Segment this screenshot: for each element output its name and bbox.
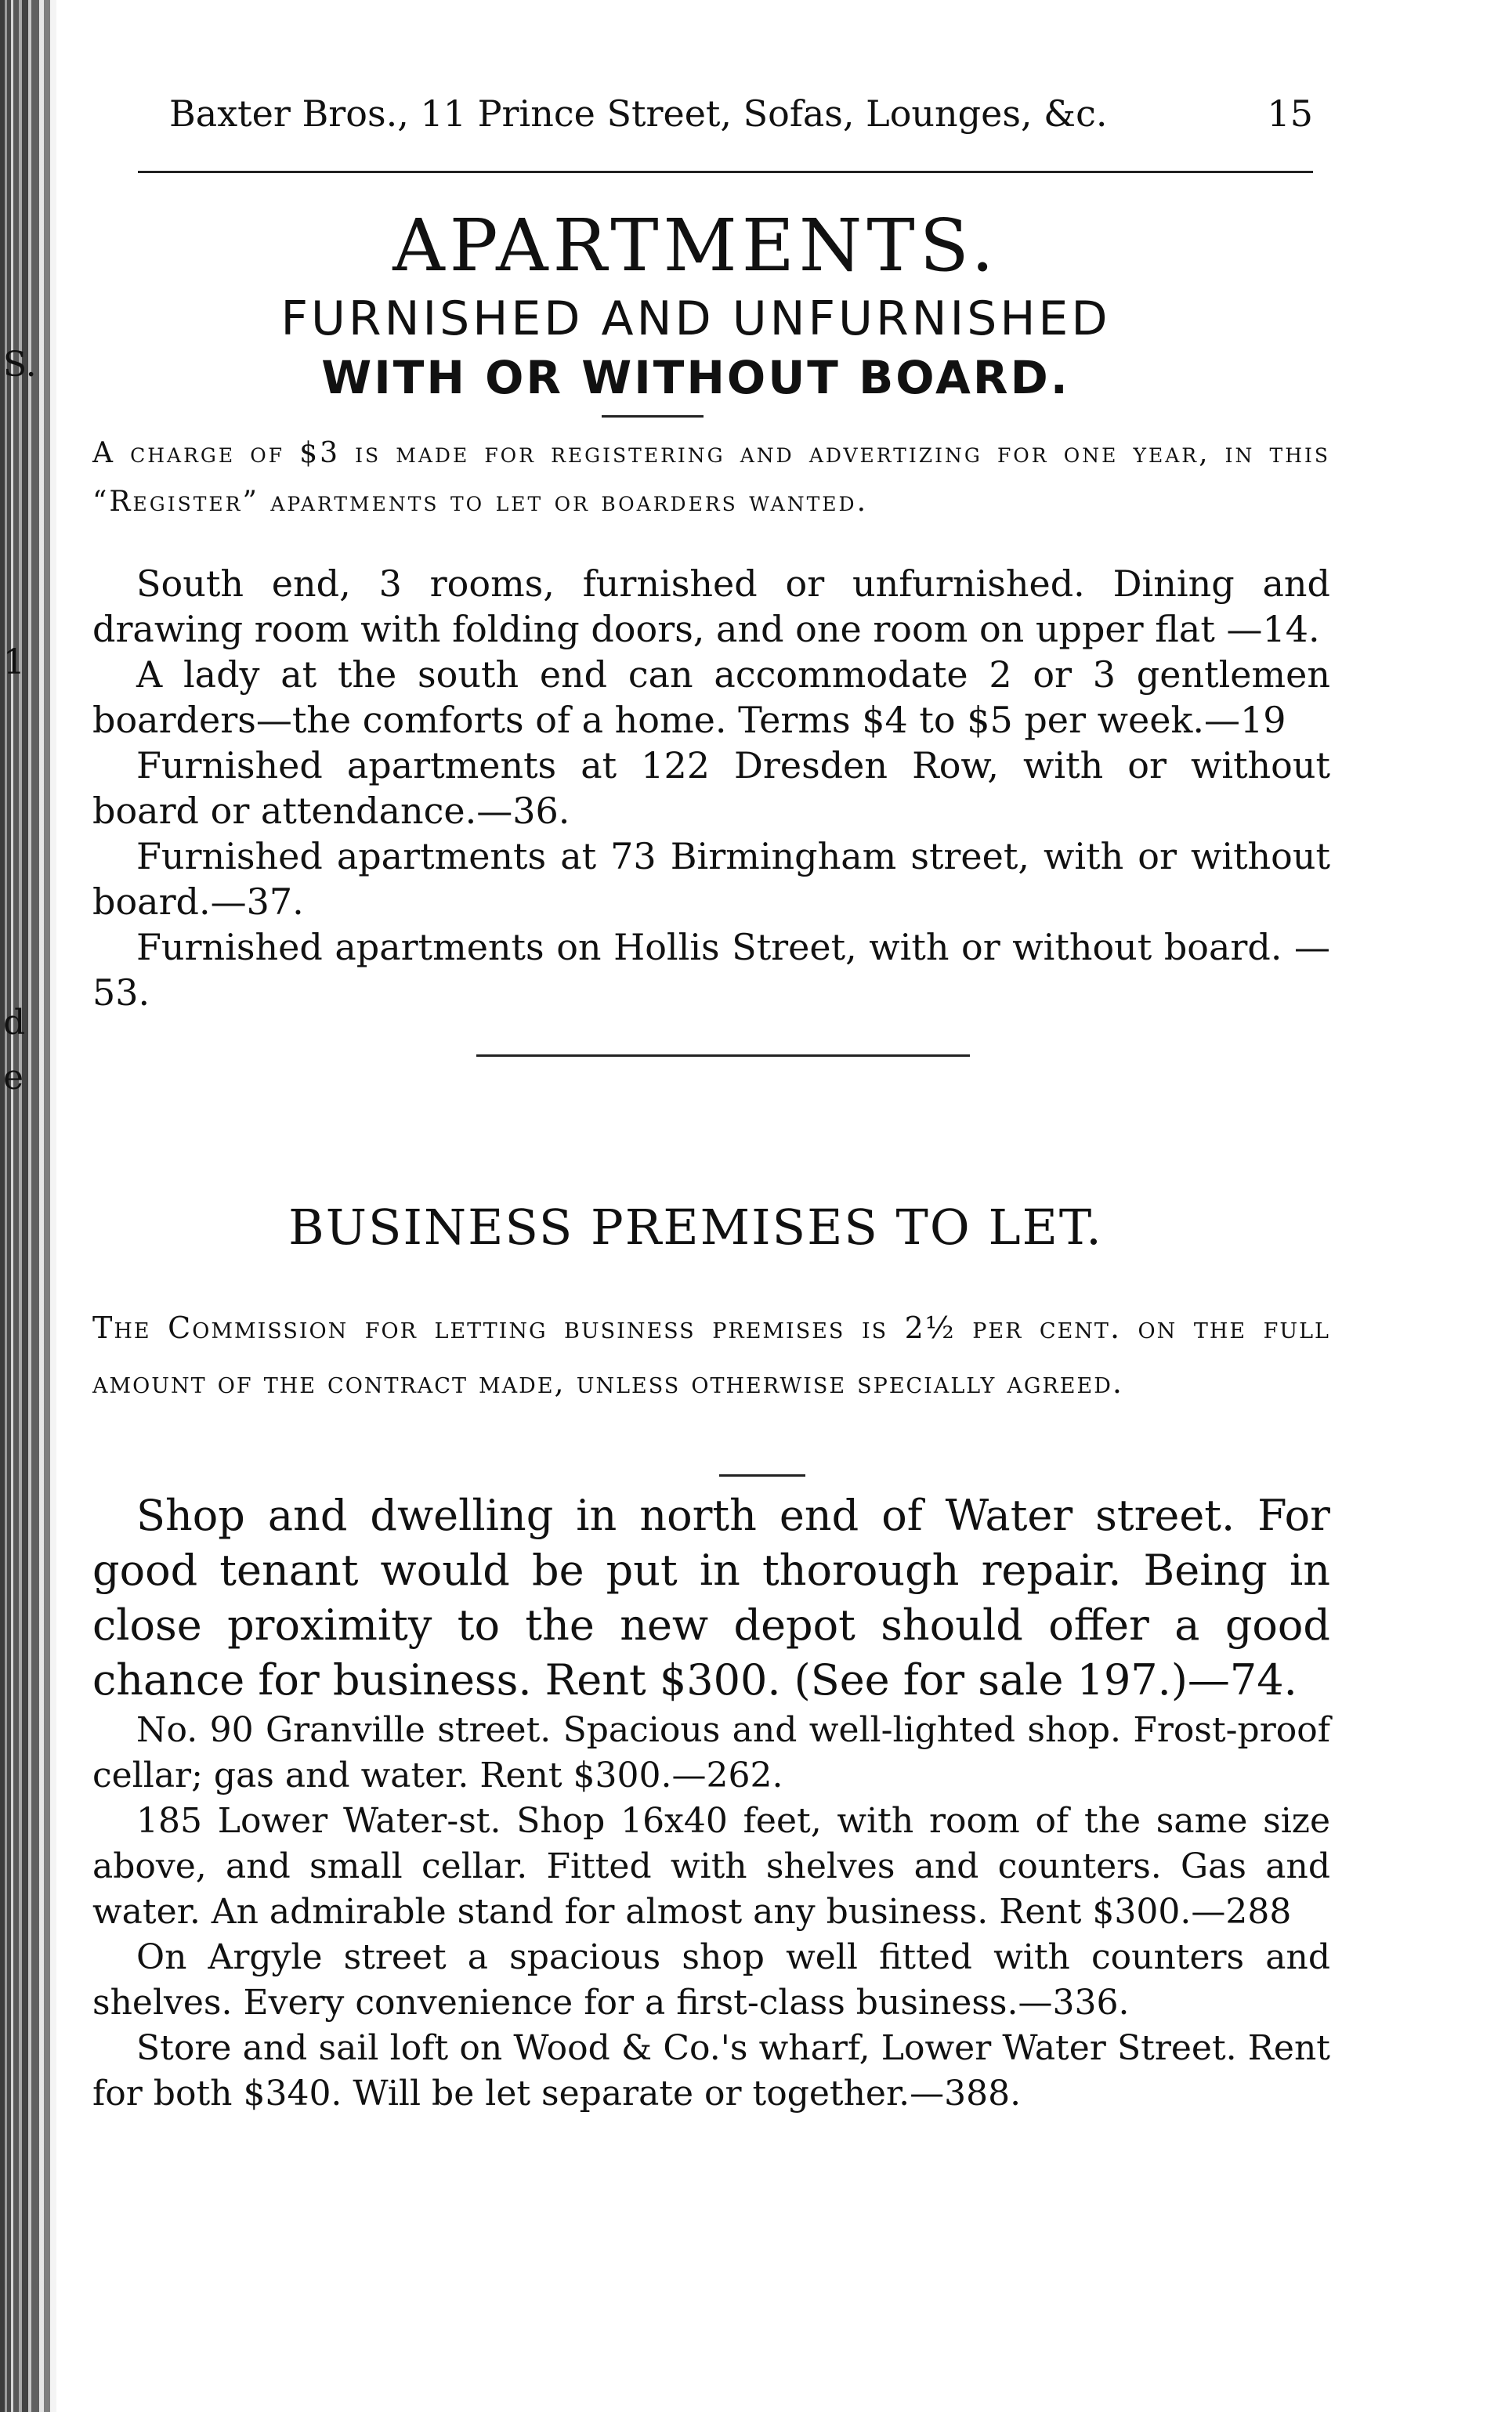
section-rule: [602, 415, 704, 418]
ad-listing: A lady at the south end can accommodate 2 or 3 gentlemen boarders—the comforts of a home. Terms $4 to $5 per week.—19: [92, 653, 1330, 741]
page-number: 15: [1267, 92, 1313, 135]
section-divider: [476, 1054, 970, 1057]
apartments-title: APARTMENTS.: [392, 204, 999, 287]
margin-mark: e: [3, 1058, 24, 1098]
apartments-subtitle-board: WITH OR WITHOUT BOARD.: [321, 351, 1070, 404]
business-ads: [92, 1488, 1330, 2117]
apartments-notice: A charge of $3 is made for registering and advertizing for one year, in this “Register” apartments to let or boarders wanted.: [92, 437, 1330, 518]
running-header: [169, 92, 1313, 147]
ad-listing: South end, 3 rooms, furnished or unfurnished. Dining and drawing room with folding doors, and one room on upper flat —14.: [92, 562, 1330, 650]
apartments-subtitle: FURNISHED AND UNFURNISHED: [280, 291, 1111, 346]
header-rule: [138, 171, 1313, 173]
ad-listing: On Argyle street a spacious shop well fitted with counters and shelves. Every convenience for a first-class business.—336.: [92, 1937, 1330, 2023]
margin-mark: S.: [3, 345, 37, 385]
ad-listing: 185 Lower Water-st. Shop 16x40 feet, with room of the same size above, and small cellar. Fitted with shelves and counters. Gas and water. An admirable stand for almost any business. Rent $300.—288: [92, 1801, 1330, 1932]
margin-mark: 1: [3, 642, 25, 682]
lead-ad-listing: Shop and dwelling in north end of Water street. For good tenant would be put in thorough repair. Being in close proximity to the new depot should offer a good chance for business. Rent $300. (See for sale 197.)—74.: [92, 1491, 1330, 1705]
apartments-ads: [92, 561, 1330, 1015]
ad-listing: Furnished apartments at 122 Dresden Row, with or without board or attendance.—36.: [92, 744, 1330, 832]
ad-listing: Store and sail loft on Wood & Co.'s wharf, Lower Water Street. Rent for both $340. Will be let separate or together.—388.: [92, 2028, 1330, 2114]
section-rule: [719, 1474, 805, 1477]
ad-listing: Furnished apartments at 73 Birmingham street, with or without board.—37.: [92, 835, 1330, 923]
business-title: BUSINESS PREMISES TO LET.: [288, 1199, 1103, 1256]
ad-listing: Furnished apartments on Hollis Street, with or without board. —53.: [92, 926, 1330, 1014]
business-notice: The Commission for letting business premises is 2½ per cent. on the full amount of the contract made, unless otherwise specially agreed.: [92, 1311, 1330, 1400]
ad-listing: No. 90 Granville street. Spacious and well-lighted shop. Frost-proof cellar; gas and water. Rent $300.—262.: [92, 1710, 1330, 1795]
margin-mark: d: [3, 1003, 26, 1043]
running-header-text: Baxter Bros., 11 Prince Street, Sofas, Lounges, &c.: [169, 92, 1108, 135]
